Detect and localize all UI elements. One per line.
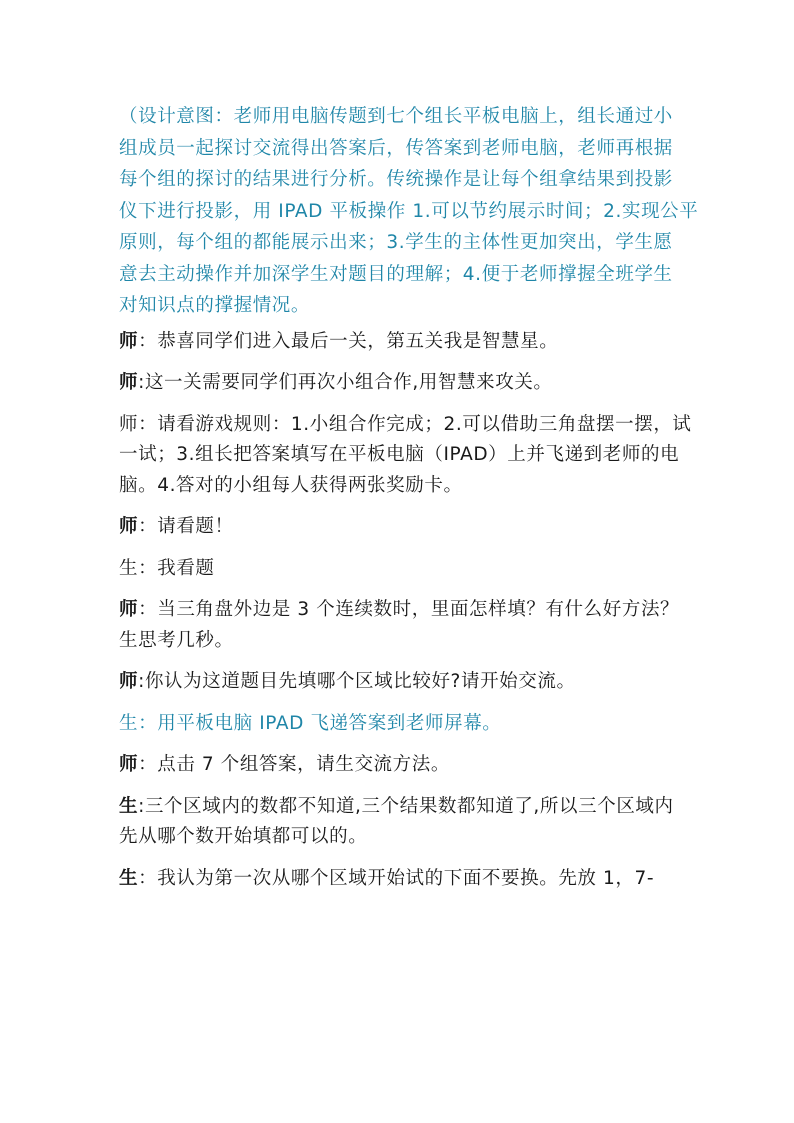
text-line: 我看题 <box>157 557 215 579</box>
text-line: 你认为这道题目先填哪个区域比较好?请开始交流。 <box>144 671 576 692</box>
speaker-separator: ： <box>138 557 158 579</box>
design-intent-paragraph <box>119 101 699 322</box>
text-line: 仪下进行投影，用 IPAD 平板操作 1.可以节约展示时间；2.实现公平 <box>119 200 699 222</box>
text-line: 请看游戏规则：1.小组合作完成；2.可以借助三角盘摆一摆，试 <box>157 413 692 435</box>
text-line: 原则，每个组的都能展示出来；3.学生的主体性更加突出，学生愿 <box>119 232 673 253</box>
dialogue-paragraph <box>119 750 679 781</box>
dialogue-paragraph <box>119 512 679 543</box>
text-line: 我认为第一次从哪个区域开始试的下面不要换。先放 1，7- <box>157 867 655 889</box>
text-line: 用平板电脑 IPAD 飞递答案到老师屏幕。 <box>157 712 502 734</box>
text-line: 这一关需要同学们再次小组合作,用智慧来攻关。 <box>144 372 553 393</box>
text-line: 先从哪个数开始填都可以的。 <box>119 826 368 847</box>
speaker-label: 师 <box>119 372 139 393</box>
speaker-separator: ： <box>138 330 158 352</box>
dialogue-paragraph <box>119 595 679 656</box>
speaker-label: 师 <box>119 671 139 692</box>
speaker-separator: ： <box>138 599 158 620</box>
text-line: 脑。4.答对的小组每人获得两张奖励卡。 <box>119 474 463 496</box>
speaker-label: 师 <box>119 330 139 352</box>
text-line: 组成员一起探讨交流得出答案后，传答案到老师电脑，老师再根据 <box>119 137 673 159</box>
dialogue-paragraph <box>119 792 679 853</box>
speaker-label: 生 <box>119 795 139 817</box>
text-line: 意去主动操作并加深学生对题目的理解；4.便于老师撑握全班学生 <box>119 263 673 285</box>
speaker-label: 师 <box>119 754 139 775</box>
speaker-separator: : <box>138 795 145 817</box>
speaker-separator: ： <box>138 867 158 889</box>
speaker-label: 生 <box>119 557 139 579</box>
text-line: 请看题！ <box>157 516 234 537</box>
dialogue-paragraph <box>119 864 679 895</box>
dialogue-paragraph <box>119 368 679 399</box>
speaker-separator: ： <box>138 712 158 734</box>
speaker-separator: ： <box>138 516 158 537</box>
speaker-separator: ： <box>138 754 158 775</box>
speaker-separator: : <box>138 372 145 393</box>
speaker-label: 生 <box>119 867 139 889</box>
speaker-separator: : <box>138 671 145 692</box>
speaker-label: 师 <box>119 413 139 435</box>
speaker-label: 师 <box>119 599 139 620</box>
text-line: 一试；3.组长把答案填写在平板电脑（IPAD）上并飞递到老师的电 <box>119 444 680 465</box>
dialogue-paragraph <box>119 410 692 502</box>
text-line: 恭喜同学们进入最后一关，第五关我是智慧星。 <box>157 330 559 352</box>
text-line: 三个区域内的数都不知道,三个结果数都知道了,所以三个区域内 <box>144 795 674 817</box>
document-page <box>119 101 699 905</box>
speaker-label: 生 <box>119 712 139 734</box>
dialogue-paragraph <box>119 554 679 585</box>
dialogue-paragraph <box>119 327 679 358</box>
text-line: 生思考几秒。 <box>119 629 234 651</box>
text-line: 每个组的探讨的结果进行分析。传统操作是让每个组拿结果到投影 <box>119 169 673 190</box>
text-line: 当三角盘外边是 3 个连续数时，里面怎样填？有什么好方法？ <box>157 599 680 620</box>
speaker-separator: ： <box>138 413 158 435</box>
speaker-label: 师 <box>119 516 139 537</box>
text-line: （设计意图：老师用电脑传题到七个组长平板电脑上，组长通过小 <box>119 106 673 127</box>
dialogue-paragraph <box>119 667 679 698</box>
dialogue-paragraph <box>119 709 679 740</box>
text-line: 点击 7 个组答案，请生交流方法。 <box>157 754 450 775</box>
text-line: 对知识点的撑握情况。 <box>119 295 311 316</box>
